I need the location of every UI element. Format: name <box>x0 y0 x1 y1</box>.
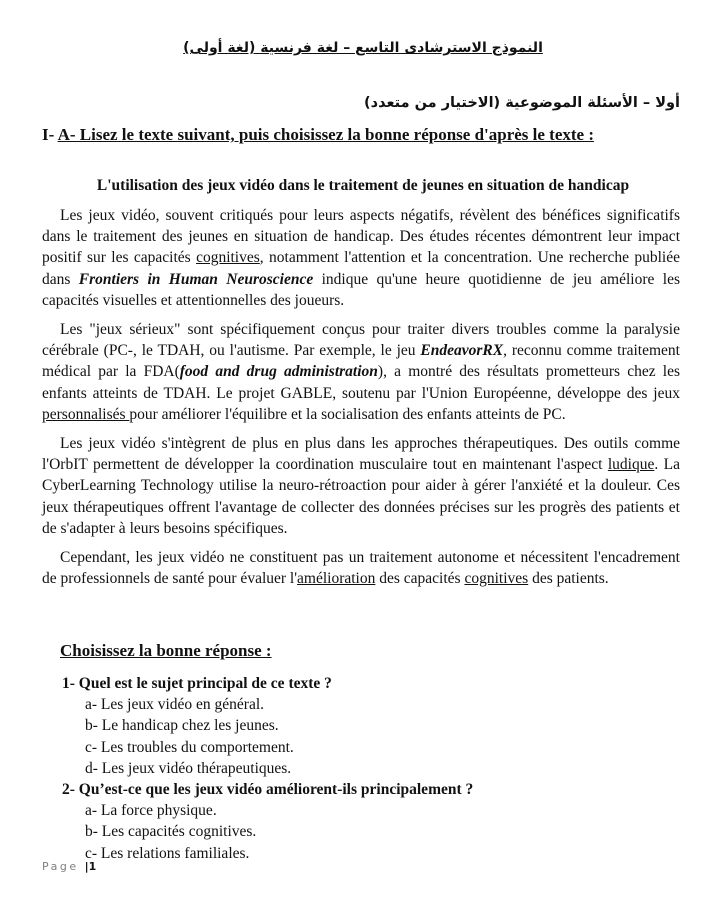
answer-option[interactable]: d- Les jeux vidéo thérapeutiques. <box>85 759 292 777</box>
arabic-section-heading: أولا – الأسئلة الموضوعية (الاختيار من متعدد) <box>364 95 680 111</box>
question-text: 1- Quel est le sujet principal de ce texte ? <box>62 675 332 692</box>
answer-option[interactable]: a- La force physique. <box>85 802 217 820</box>
section-instruction <box>42 125 594 145</box>
questions-heading: Choisissez la bonne réponse : <box>60 641 272 660</box>
underlined-word: cognitives <box>196 249 260 267</box>
underlined-word: amélioration <box>297 570 376 588</box>
paragraph-4: Cependant, les jeux vidéo ne constituent pas un traitement autonome et nécessitent l'encadrement de professionnels de santé pour évaluer l'amélioration des capacités cognitives des patients. <box>42 549 680 588</box>
page-separator: | <box>84 860 89 873</box>
fda-expansion: food and drug administration <box>179 363 378 381</box>
question-text: 2- Qu’est-ce que les jeux vidéo améliorent-ils principalement ? <box>62 781 474 798</box>
section-number: I- <box>42 125 58 144</box>
answer-option[interactable]: b- Le handicap chez les jeunes. <box>85 717 279 735</box>
paragraph-1: Les jeux vidéo, souvent critiqués pour leurs aspects négatifs, révèlent des bénéfices significatifs dans le traitement des jeunes en situation de handicap. Des études récentes démontrent leur impact positif sur les capacités cognitives, notamment l'attention et la concentration. Une recherche publiée dans Frontiers in Human Neuroscience indique qu'une heure quotidienne de jeu améliore les capacités visuelles et attentionnelles des joueurs. <box>42 207 680 309</box>
paragraph-2: Les "jeux sérieux" sont spécifiquement conçus pour traiter divers troubles comme la paralysie cérébrale (PC-, le TDAH, ou l'autisme. Par exemple, le jeu EndeavorRX, reconnu comme traitement médical par la FDA(food and drug administration), a montré des résultats prometteurs chez les enfants atteints de TDAH. Le projet GABLE, soutenu par l'Union Européenne, développe des jeux personnalisés pour améliorer l'équilibre et la socialisation des enfants atteints de PC. <box>42 321 680 423</box>
underlined-word: personnalisés <box>42 405 130 423</box>
arabic-exam-title: النموذج الاسترشادى التاسع – لغة فرنسية (لغة أولى) <box>183 40 543 56</box>
answer-option[interactable]: b- Les capacités cognitives. <box>85 823 257 841</box>
answer-option[interactable]: c- Les troubles du comportement. <box>85 738 294 756</box>
answer-option[interactable]: a- Les jeux vidéo en général. <box>85 696 265 714</box>
reading-text-body <box>42 205 680 597</box>
section-instruction-text: A- Lisez le texte suivant, puis choisissez la bonne réponse d'après le texte : <box>57 125 594 144</box>
paragraph-3: Les jeux vidéo s'intègrent de plus en plus dans les approches thérapeutiques. Des outils comme l'OrbIT permettent de développer la coordination musculaire tout en maintenant l'aspect ludique. La CyberLearning Technology utilise la neuro-rétroaction pour aider à gérer l'anxiété et la douleur. Ces jeux thérapeutiques offrent l'avantage de collecter des données précises sur les progrès des patients et de s'adapter à leurs besoins spécifiques. <box>42 435 680 537</box>
page-label: Page <box>42 860 79 873</box>
underlined-word: cognitives <box>464 570 529 588</box>
game-name: EndeavorRX <box>420 342 504 360</box>
page-number: 1 <box>88 860 97 873</box>
underlined-word: ludique <box>607 456 655 474</box>
question-1 <box>62 673 332 779</box>
journal-name: Frontiers in Human Neuroscience <box>78 270 314 288</box>
answer-option[interactable]: c- Les relations familiales. <box>85 844 250 862</box>
question-2 <box>62 779 473 864</box>
reading-text-title: L'utilisation des jeux vidéo dans le traitement de jeunes en situation de handicap <box>96 177 630 194</box>
page-footer <box>42 860 96 873</box>
